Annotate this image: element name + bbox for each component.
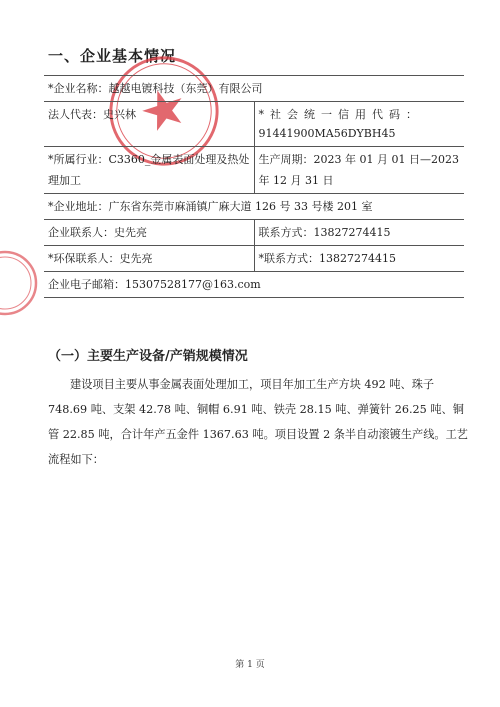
company-info-table — [44, 75, 464, 298]
company-name: *企业名称：越越电镀科技（东莞）有限公司 — [44, 76, 464, 102]
table-row — [44, 147, 464, 194]
credit-code-cell — [254, 102, 464, 147]
industry: *所属行业：C3360_金属表面处理及热处理加工 — [44, 147, 254, 194]
credit-code-value: 91441900MA56DYBH45 — [258, 127, 396, 140]
page-number: 第 1 页 — [235, 660, 265, 670]
table-row — [44, 220, 464, 246]
company-email: 企业电子邮箱：15307528177@163.com — [44, 272, 464, 298]
production-period: 生产周期：2023 年 01 月 01 日—2023 年 12 月 31 日 — [254, 147, 464, 194]
table-row — [44, 272, 464, 298]
contact-phone: 联系方式：13827274415 — [254, 220, 464, 246]
partial-seal-icon — [0, 248, 40, 318]
subsection-title: （一）主要生产设备/产销规模情况 — [48, 349, 248, 364]
section-title: 一、企业基本情况 — [48, 47, 177, 65]
env-contact-phone: *联系方式：13827274415 — [254, 246, 464, 272]
credit-code-label: *社会统一信用代码： — [258, 108, 423, 121]
table-row — [44, 194, 464, 220]
env-contact-person: *环保联系人：史先亮 — [44, 246, 254, 272]
table-row — [44, 102, 464, 147]
table-row — [44, 76, 464, 102]
legal-representative: 法人代表：史兴林 — [44, 102, 254, 147]
contact-person: 企业联系人：史先亮 — [44, 220, 254, 246]
company-address: *企业地址：广东省东莞市麻涌镇广麻大道 126 号 33 号楼 201 室 — [44, 194, 464, 220]
body-paragraph: 建设项目主要从事金属表面处理加工，项目年加工生产方块 492 吨、珠子 748.69 吨、支架 42.78 吨、铜帽 6.91 吨、铁壳 28.15 吨、弹簧针 26.25 吨、铜管 22.85 吨，合计年产五金件 1367.63 吨。项目设置 2 条半自动滚镀生产线。工艺流程如下： — [48, 378, 468, 466]
table-row — [44, 246, 464, 272]
